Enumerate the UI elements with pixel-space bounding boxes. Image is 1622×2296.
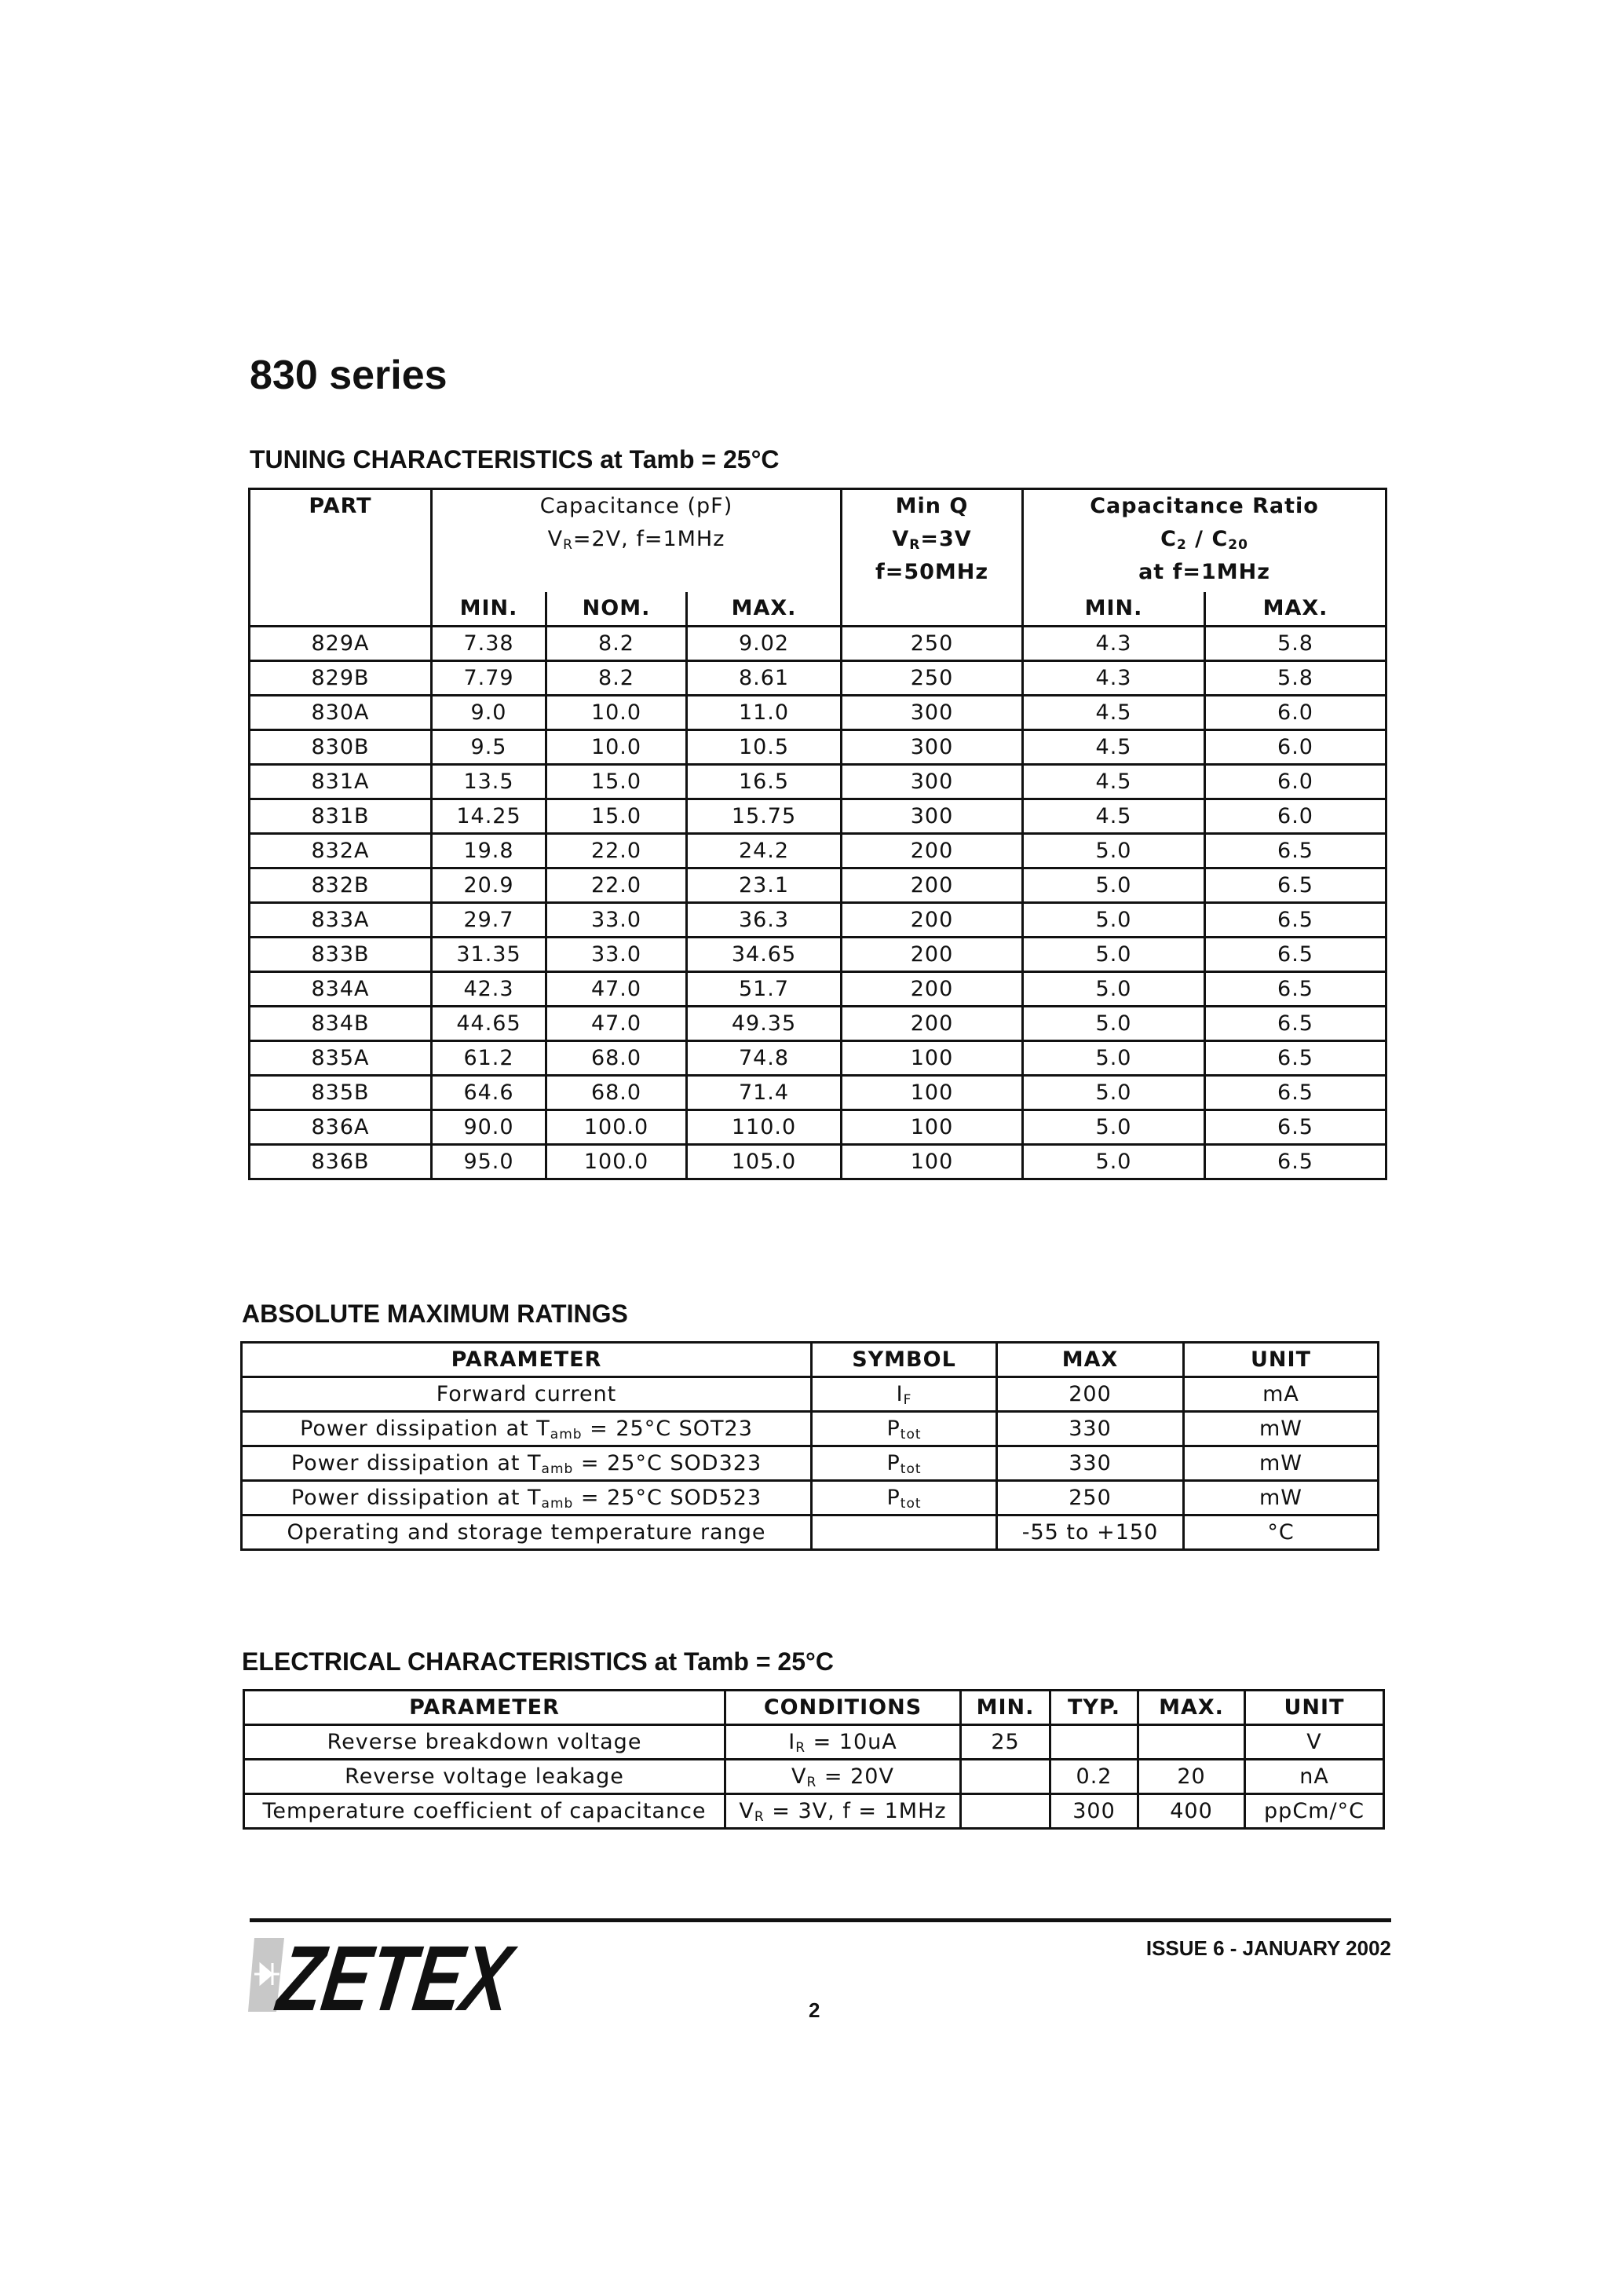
elec-row — [244, 1760, 1384, 1794]
tuning-cell-ratio-min: 4.5 — [1023, 765, 1205, 799]
tuning-section-title: TUNING CHARACTERISTICS at Tamb = 25°C — [250, 445, 780, 473]
tuning-header-max: MAX. — [687, 592, 842, 627]
abs-max-section-title: ABSOLUTE MAXIMUM RATINGS — [242, 1300, 628, 1328]
tuning-cell-ratio-min: 5.0 — [1023, 903, 1205, 938]
elec-max — [1138, 1725, 1245, 1760]
tuning-cell-cap-min: 29.7 — [432, 903, 546, 938]
tuning-cell-min-q: 100 — [842, 1145, 1023, 1179]
tuning-cell-ratio-max: 6.5 — [1205, 1007, 1386, 1041]
tuning-header-minq: Min Q $V_R=3V$ f=50MHz — [842, 489, 1023, 627]
tuning-cell-cap-nom: 68.0 — [546, 1041, 687, 1076]
abs-max-header-unit: UNIT — [1184, 1343, 1379, 1377]
tuning-cell-cap-nom: 100.0 — [546, 1145, 687, 1179]
tuning-cell-cap-max: 36.3 — [687, 903, 842, 938]
tuning-cell-ratio-min: 4.5 — [1023, 696, 1205, 730]
tuning-cell-ratio-min: 5.0 — [1023, 1145, 1205, 1179]
tuning-cell-min-q: 300 — [842, 730, 1023, 765]
tuning-cell-cap-max: 16.5 — [687, 765, 842, 799]
tuning-cell-min-q: 200 — [842, 972, 1023, 1007]
tuning-header-ratio-min: MIN. — [1023, 592, 1205, 627]
issue-date: ISSUE 6 - JANUARY 2002 — [1145, 1936, 1391, 1960]
tuning-cell-ratio-min: 5.0 — [1023, 972, 1205, 1007]
abs-max-symbol — [812, 1515, 997, 1550]
tuning-table-body — [250, 627, 1386, 1179]
abs-max-row — [242, 1481, 1379, 1515]
tuning-cell-ratio-min: 5.0 — [1023, 1041, 1205, 1076]
tuning-cell-cap-min: 14.25 — [432, 799, 546, 834]
tuning-cell-cap-min: 64.6 — [432, 1076, 546, 1110]
tuning-cell-ratio-min: 5.0 — [1023, 834, 1205, 868]
elec-header-row — [244, 1691, 1384, 1725]
abs-max-row — [242, 1515, 1379, 1550]
tuning-cell-cap-nom: 33.0 — [546, 903, 687, 938]
tuning-row — [250, 903, 1386, 938]
tuning-cell-cap-nom: 8.2 — [546, 661, 687, 696]
tuning-cell-part: 833B — [250, 938, 432, 972]
footer-rule — [250, 1918, 1391, 1922]
abs-max-header-symbol: SYMBOL — [812, 1343, 997, 1377]
tuning-cell-ratio-max: 6.5 — [1205, 1076, 1386, 1110]
tuning-cell-cap-max: 49.35 — [687, 1007, 842, 1041]
tuning-cell-ratio-min: 5.0 — [1023, 868, 1205, 903]
tuning-header-part: PART — [250, 489, 432, 627]
abs-max-parameter: Operating and storage temperature range — [242, 1515, 812, 1550]
tuning-cell-cap-max: 15.75 — [687, 799, 842, 834]
abs-max-table — [240, 1341, 1379, 1551]
tuning-cell-ratio-max: 6.0 — [1205, 730, 1386, 765]
tuning-cell-cap-nom: 47.0 — [546, 972, 687, 1007]
tuning-row — [250, 972, 1386, 1007]
tuning-cell-cap-nom: 15.0 — [546, 765, 687, 799]
tuning-cell-cap-min: 9.0 — [432, 696, 546, 730]
elec-header-parameter: PARAMETER — [244, 1691, 725, 1725]
abs-max-value: 330 — [997, 1446, 1184, 1481]
abs-max-unit: mW — [1184, 1481, 1379, 1515]
tuning-cell-part: 832A — [250, 834, 432, 868]
page-number: 2 — [809, 1998, 820, 2022]
elec-typ: 0.2 — [1050, 1760, 1138, 1794]
tuning-cell-cap-max: 9.02 — [687, 627, 842, 661]
tuning-cell-ratio-max: 6.5 — [1205, 972, 1386, 1007]
tuning-cell-cap-max: 34.65 — [687, 938, 842, 972]
tuning-cell-cap-nom: 68.0 — [546, 1076, 687, 1110]
tuning-cell-cap-nom: 22.0 — [546, 868, 687, 903]
tuning-cell-cap-nom: 22.0 — [546, 834, 687, 868]
elec-parameter: Temperature coefficient of capacitance — [244, 1794, 725, 1829]
tuning-cell-cap-min: 90.0 — [432, 1110, 546, 1145]
tuning-row — [250, 1145, 1386, 1179]
elec-min — [961, 1760, 1050, 1794]
abs-max-symbol: $P_{tot}$ — [812, 1446, 997, 1481]
tuning-cell-cap-min: 31.35 — [432, 938, 546, 972]
elec-parameter: Reverse breakdown voltage — [244, 1725, 725, 1760]
tuning-cell-ratio-min: 4.3 — [1023, 627, 1205, 661]
tuning-row — [250, 696, 1386, 730]
abs-max-row — [242, 1377, 1379, 1412]
elec-typ — [1050, 1725, 1138, 1760]
abs-max-parameter: Forward current — [242, 1377, 812, 1412]
tuning-cell-min-q: 200 — [842, 834, 1023, 868]
tuning-cell-ratio-min: 5.0 — [1023, 1110, 1205, 1145]
tuning-row — [250, 868, 1386, 903]
tuning-cell-min-q: 200 — [842, 903, 1023, 938]
tuning-cell-min-q: 250 — [842, 661, 1023, 696]
tuning-header-capacitance: Capacitance (pF) $V_R=2V$, f=1MHz — [432, 489, 842, 592]
tuning-cell-min-q: 250 — [842, 627, 1023, 661]
tuning-cell-ratio-min: 5.0 — [1023, 1076, 1205, 1110]
tuning-cell-cap-max: 71.4 — [687, 1076, 842, 1110]
tuning-cell-cap-min: 7.79 — [432, 661, 546, 696]
tuning-row — [250, 765, 1386, 799]
tuning-cell-ratio-max: 6.0 — [1205, 765, 1386, 799]
tuning-row — [250, 661, 1386, 696]
tuning-header-ratio: Capacitance Ratio $C_2 / C_{20}$ at f=1MHz — [1023, 489, 1386, 592]
elec-header-min: MIN. — [961, 1691, 1050, 1725]
elec-typ: 300 — [1050, 1794, 1138, 1829]
tuning-cell-ratio-max: 5.8 — [1205, 627, 1386, 661]
tuning-cell-part: 831A — [250, 765, 432, 799]
tuning-cell-ratio-max: 6.5 — [1205, 868, 1386, 903]
abs-max-parameter: Power dissipation at $T_{amb} = 25^\circ C$ SOD523 — [242, 1481, 812, 1515]
tuning-cell-ratio-max: 6.5 — [1205, 938, 1386, 972]
tuning-cell-ratio-max: 6.5 — [1205, 1110, 1386, 1145]
tuning-cell-ratio-max: 6.5 — [1205, 834, 1386, 868]
tuning-cell-cap-min: 44.65 — [432, 1007, 546, 1041]
zetex-logo-graphic — [248, 1927, 586, 2031]
tuning-cell-cap-min: 61.2 — [432, 1041, 546, 1076]
elec-row — [244, 1794, 1384, 1829]
tuning-cell-cap-nom: 8.2 — [546, 627, 687, 661]
tuning-table — [248, 488, 1387, 1180]
tuning-header-nom: NOM. — [546, 592, 687, 627]
elec-conditions: $V_R = 20V$ — [725, 1760, 961, 1794]
tuning-cell-part: 833A — [250, 903, 432, 938]
abs-max-header-max: MAX — [997, 1343, 1184, 1377]
tuning-cell-part: 830B — [250, 730, 432, 765]
tuning-cell-min-q: 100 — [842, 1076, 1023, 1110]
tuning-cell-part: 831B — [250, 799, 432, 834]
tuning-cell-cap-min: 13.5 — [432, 765, 546, 799]
elec-conditions: $I_R = 10uA$ — [725, 1725, 961, 1760]
tuning-cell-min-q: 200 — [842, 868, 1023, 903]
tuning-cell-cap-max: 24.2 — [687, 834, 842, 868]
tuning-cell-cap-max: 51.7 — [687, 972, 842, 1007]
tuning-cell-cap-max: 105.0 — [687, 1145, 842, 1179]
abs-max-symbol: $P_{tot}$ — [812, 1412, 997, 1446]
tuning-cell-min-q: 300 — [842, 696, 1023, 730]
abs-max-unit: mA — [1184, 1377, 1379, 1412]
tuning-cell-cap-max: 74.8 — [687, 1041, 842, 1076]
abs-max-value: 330 — [997, 1412, 1184, 1446]
tuning-cell-cap-min: 95.0 — [432, 1145, 546, 1179]
tuning-cell-cap-min: 7.38 — [432, 627, 546, 661]
abs-max-unit: mW — [1184, 1412, 1379, 1446]
tuning-cell-cap-min: 9.5 — [432, 730, 546, 765]
elec-unit: ppCm/°C — [1245, 1794, 1384, 1829]
tuning-cell-min-q: 300 — [842, 799, 1023, 834]
tuning-header-ratio-max: MAX. — [1205, 592, 1386, 627]
tuning-cell-ratio-min: 5.0 — [1023, 938, 1205, 972]
page-title: 830 series — [250, 353, 448, 398]
tuning-cell-ratio-min: 4.3 — [1023, 661, 1205, 696]
tuning-cell-cap-max: 8.61 — [687, 661, 842, 696]
tuning-cell-min-q: 100 — [842, 1110, 1023, 1145]
tuning-cell-min-q: 200 — [842, 938, 1023, 972]
tuning-cell-min-q: 300 — [842, 765, 1023, 799]
tuning-cell-cap-min: 19.8 — [432, 834, 546, 868]
abs-max-row — [242, 1446, 1379, 1481]
elec-min — [961, 1794, 1050, 1829]
tuning-cell-ratio-min: 4.5 — [1023, 730, 1205, 765]
tuning-cell-part: 836A — [250, 1110, 432, 1145]
abs-max-header-parameter: PARAMETER — [242, 1343, 812, 1377]
tuning-cell-ratio-max: 6.5 — [1205, 1041, 1386, 1076]
tuning-cell-cap-nom: 100.0 — [546, 1110, 687, 1145]
elec-header-typ: TYP. — [1050, 1691, 1138, 1725]
tuning-cell-cap-min: 20.9 — [432, 868, 546, 903]
tuning-cell-cap-nom: 47.0 — [546, 1007, 687, 1041]
tuning-cell-part: 836B — [250, 1145, 432, 1179]
tuning-row — [250, 1076, 1386, 1110]
elec-table — [243, 1689, 1385, 1830]
elec-header-max: MAX. — [1138, 1691, 1245, 1725]
tuning-cell-ratio-max: 6.0 — [1205, 696, 1386, 730]
tuning-cell-cap-nom: 10.0 — [546, 696, 687, 730]
elec-max: 400 — [1138, 1794, 1245, 1829]
tuning-cell-cap-max: 23.1 — [687, 868, 842, 903]
abs-max-symbol: $I_F$ — [812, 1377, 997, 1412]
abs-max-value: 200 — [997, 1377, 1184, 1412]
abs-max-value: 250 — [997, 1481, 1184, 1515]
elec-row — [244, 1725, 1384, 1760]
tuning-cell-min-q: 100 — [842, 1041, 1023, 1076]
abs-max-header-row — [242, 1343, 1379, 1377]
tuning-cell-part: 835B — [250, 1076, 432, 1110]
tuning-cell-cap-min: 42.3 — [432, 972, 546, 1007]
elec-unit: V — [1245, 1725, 1384, 1760]
abs-max-parameter: Power dissipation at $T_{amb} = 25^\circ C$ SOD323 — [242, 1446, 812, 1481]
tuning-cell-cap-max: 10.5 — [687, 730, 842, 765]
tuning-cell-part: 829A — [250, 627, 432, 661]
abs-max-row — [242, 1412, 1379, 1446]
zetex-logo — [248, 1927, 586, 2031]
tuning-row — [250, 730, 1386, 765]
tuning-row — [250, 1110, 1386, 1145]
tuning-row — [250, 938, 1386, 972]
tuning-cell-part: 834B — [250, 1007, 432, 1041]
tuning-row — [250, 1041, 1386, 1076]
tuning-row — [250, 799, 1386, 834]
tuning-cell-ratio-max: 6.0 — [1205, 799, 1386, 834]
tuning-cell-cap-nom: 33.0 — [546, 938, 687, 972]
elec-section-title: ELECTRICAL CHARACTERISTICS at Tamb = 25°C — [242, 1647, 834, 1676]
elec-header-conditions: CONDITIONS — [725, 1691, 961, 1725]
tuning-cell-part: 834A — [250, 972, 432, 1007]
tuning-cell-ratio-max: 6.5 — [1205, 1145, 1386, 1179]
abs-max-unit: °C — [1184, 1515, 1379, 1550]
tuning-cell-cap-nom: 15.0 — [546, 799, 687, 834]
zetex-logo-wordmark: ZETEX — [272, 1927, 586, 2031]
abs-max-value: -55 to +150 — [997, 1515, 1184, 1550]
tuning-cell-cap-max: 110.0 — [687, 1110, 842, 1145]
tuning-cell-ratio-min: 5.0 — [1023, 1007, 1205, 1041]
elec-conditions: $V_R = 3V$, f = 1MHz — [725, 1794, 961, 1829]
tuning-cell-ratio-min: 4.5 — [1023, 799, 1205, 834]
elec-unit: nA — [1245, 1760, 1384, 1794]
tuning-cell-cap-nom: 10.0 — [546, 730, 687, 765]
tuning-header-min: MIN. — [432, 592, 546, 627]
tuning-row — [250, 627, 1386, 661]
tuning-cell-part: 830A — [250, 696, 432, 730]
tuning-cell-part: 832B — [250, 868, 432, 903]
abs-max-unit: mW — [1184, 1446, 1379, 1481]
tuning-row — [250, 834, 1386, 868]
tuning-cell-ratio-max: 5.8 — [1205, 661, 1386, 696]
abs-max-symbol: $P_{tot}$ — [812, 1481, 997, 1515]
tuning-cell-part: 835A — [250, 1041, 432, 1076]
tuning-cell-part: 829B — [250, 661, 432, 696]
tuning-cell-ratio-max: 6.5 — [1205, 903, 1386, 938]
tuning-cell-cap-max: 11.0 — [687, 696, 842, 730]
abs-max-parameter: Power dissipation at $T_{amb} = 25^\circ C$ SOT23 — [242, 1412, 812, 1446]
elec-min: 25 — [961, 1725, 1050, 1760]
elec-max: 20 — [1138, 1760, 1245, 1794]
tuning-row — [250, 1007, 1386, 1041]
elec-header-unit: UNIT — [1245, 1691, 1384, 1725]
tuning-cell-min-q: 200 — [842, 1007, 1023, 1041]
elec-parameter: Reverse voltage leakage — [244, 1760, 725, 1794]
